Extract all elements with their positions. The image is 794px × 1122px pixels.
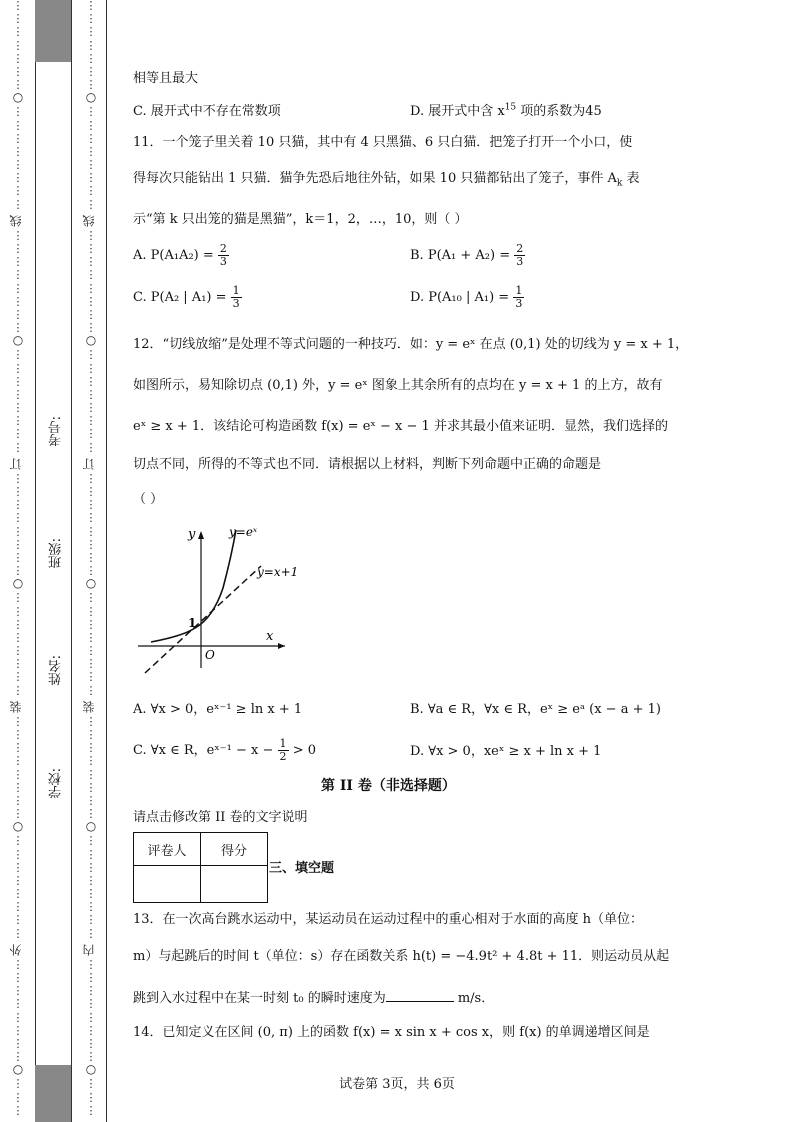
dot-mark: ⋮ [85,728,97,741]
gray-block-top [35,0,71,62]
dot-mark: ⋮ [12,1036,24,1050]
fraction [513,285,524,310]
dot-mark: ⋮ [85,361,97,375]
dot-mark: ⋮ [12,118,24,132]
dot-mark: ⋮ [12,971,24,984]
dot-mark: ⋮ [12,1023,24,1037]
dot-mark: ⋮ [85,971,97,984]
dot-mark: ⋮ [12,197,24,211]
dot-mark: ⋮ [85,51,97,65]
dot-mark: ⋮ [12,683,24,697]
fraction-numerator: 1 [279,737,287,750]
q10-option-d-text: D. 展开式中含 x [410,104,505,119]
q11-option-c-text: C. P(A₂ | A₁) = [133,290,227,305]
dot-mark: ⋮ [85,670,97,684]
score-cell-grader[interactable] [134,866,201,903]
score-header-grader: 评卷人 [134,833,201,866]
q12-line-3: eˣ ≥ x + 1．该结论可构造函数 f(x) = eˣ − x − 1 并求其最小值来证明．显然，我们选择的 [133,419,668,434]
fraction-denominator: 3 [515,297,523,310]
q12-line-4: 切点不同，所得的不等式也不同．请根据以上材料，判断下列命题中正确的命题是 [133,457,602,472]
dot-mark: ⋮ [85,471,97,485]
dot-mark: ⋮ [12,255,24,269]
dot-mark: ⋮ [12,617,24,631]
dot-mark: ⋮ [12,12,24,26]
dot-mark: ⋮ [12,537,24,551]
dot-mark: ⋮ [12,414,24,428]
dot-mark: ⋮ [12,321,24,335]
dot-mark: ⋮ [85,860,97,874]
dot-mark: ⋮ [85,374,97,388]
dot-mark: ⋮ [12,728,24,741]
dot-mark: ⋮ [85,754,97,768]
score-header-points: 得分 [201,833,268,866]
dot-mark: ⋮ [85,321,97,335]
dot-mark: ⋮ [85,550,97,564]
page-footer: 试卷第 3页，共 6页 [339,1077,455,1092]
score-cell-points[interactable] [201,866,268,903]
dot-mark: ⋮ [12,767,24,781]
q11-line-2-text: 得每次只能钻出 1 只猫．猫争先恐后地往外钻，如果 10 只猫都钻出了笼子，事件 A [133,171,617,186]
q12-option-d: D. ∀x > 0，xeˣ ≥ x + ln x + 1 [410,744,602,759]
fraction-denominator: 3 [232,297,240,310]
dot-mark: ⋮ [12,741,24,755]
dot-mark: ⋮ [85,997,97,1011]
dot-mark: ⋮ [12,131,24,145]
q13-line-3 [133,987,494,1006]
dot-mark: ⋮ [85,64,97,78]
q10-option-c: C. 展开式中不存在常数项 [133,104,281,119]
dot-mark: ⋮ [12,754,24,768]
dot-mark: ⋮ [85,0,97,12]
dot-mark: ⋮ [12,644,24,658]
section-3-title: 三、填空题 [269,861,335,876]
dot-mark: ⋮ [12,1103,24,1117]
circle-mark: ○ [85,333,97,348]
q11-line-2-sub: k [616,178,623,189]
dot-mark: ⋮ [12,670,24,684]
binding-label: 外 [9,943,23,956]
dot-mark: ⋮ [12,242,24,255]
dot-mark: ⋮ [85,242,97,255]
exam-number-label: 考号: [49,416,64,447]
dot-mark: ⋮ [85,887,97,901]
dot-mark: ⋮ [85,1077,97,1091]
q11-option-b-text: B. P(A₁ + A₂) = [410,248,511,263]
q14-line-1: 14．已知定义在区间 (0, π) 上的函数 f(x) = x sin x + cos x，则 f(x) 的单调递增区间是 [133,1025,650,1040]
dot-mark: ⋮ [12,630,24,644]
dot-mark: ⋮ [85,741,97,755]
circle-mark: ○ [12,90,24,105]
graph-origin-label: O [205,648,215,662]
dot-mark: ⋮ [85,1010,97,1024]
dot-mark: ⋮ [85,644,97,658]
dot-mark: ⋮ [12,604,24,618]
dot-mark: ⋮ [12,374,24,388]
dot-mark: ⋮ [12,524,24,538]
dot-mark: ⋮ [12,957,24,971]
score-table [133,832,268,903]
circle-mark: ○ [12,1062,24,1077]
dot-mark: ⋮ [85,228,97,242]
dot-mark: ⋮ [85,12,97,26]
margin-rule [106,0,107,1122]
dot-mark: ⋮ [85,105,97,119]
fraction [231,285,242,310]
dot-mark: ⋮ [85,387,97,401]
x-arrow-icon [278,643,285,649]
dot-mark: ⋮ [85,427,97,441]
q10-option-d-sup: 15 [504,102,517,113]
dot-mark: ⋮ [85,834,97,848]
dot-mark: ⋮ [85,498,97,512]
dot-mark: ⋮ [12,657,24,671]
dot-mark: ⋮ [12,440,24,454]
dot-mark: ⋮ [85,957,97,971]
q11-option-b [410,243,525,268]
dot-mark: ⋮ [85,440,97,454]
dot-mark: ⋮ [85,617,97,631]
dot-mark: ⋮ [85,780,97,794]
dot-mark: ⋮ [85,1023,97,1037]
dot-mark: ⋮ [12,78,24,92]
dot-mark: ⋮ [12,307,24,321]
graph-one-label: 1 [188,616,197,630]
dot-mark: ⋮ [12,268,24,282]
dot-mark: ⋮ [85,984,97,998]
q13-line-1: 13．在一次高台跳水运动中，某运动员在运动过程中的重心相对于水面的高度 h（单位： [133,912,644,927]
fraction-numerator: 2 [516,242,524,255]
dot-mark: ⋮ [85,158,97,172]
dot-mark: ⋮ [12,913,24,927]
dot-mark: ⋮ [85,591,97,605]
dot-mark: ⋮ [85,767,97,781]
dot-mark: ⋮ [85,401,97,415]
circle-mark: ○ [85,819,97,834]
q11-option-a-text: A. P(A₁A₂) = [133,248,214,263]
fraction-numerator: 1 [232,284,240,297]
dot-mark: ⋮ [12,834,24,848]
dot-mark: ⋮ [12,984,24,998]
q10-option-d [410,100,602,119]
binding-label: 内 [82,943,96,956]
tangent-graph [133,518,299,678]
q13-line-3-text: 跳到入水过程中在某一时刻 t₀ 的瞬时速度为 [133,991,386,1006]
dot-mark: ⋮ [85,184,97,198]
dot-mark: ⋮ [12,564,24,578]
binding-label: 订 [82,457,96,470]
dot-mark: ⋮ [12,997,24,1011]
dot-mark: ⋮ [85,485,97,498]
dot-mark: ⋮ [85,847,97,861]
dot-mark: ⋮ [85,268,97,282]
fraction-numerator: 2 [219,242,227,255]
dot-mark: ⋮ [12,361,24,375]
q13-line-3-unit: m/s． [453,991,495,1006]
dot-mark: ⋮ [12,144,24,158]
circle-mark: ○ [12,576,24,591]
q13-line-2: m）与起跳后的时间 t（单位：s）存在函数关系 h(t) = −4.9t² + 4.8t + 11．则运动员从起 [133,949,670,964]
dot-mark: ⋮ [85,564,97,578]
fraction-denominator: 2 [279,750,287,763]
fraction [278,738,289,763]
dot-mark: ⋮ [12,847,24,861]
dot-mark: ⋮ [85,1036,97,1050]
binding-label: 装 [9,700,23,713]
margin-rule [35,0,36,1122]
dot-mark: ⋮ [85,807,97,821]
circle-mark: ○ [85,1062,97,1077]
dot-mark: ⋮ [85,255,97,269]
dot-mark: ⋮ [85,511,97,525]
dot-mark: ⋮ [12,591,24,605]
dot-mark: ⋮ [12,887,24,901]
dot-mark: ⋮ [12,1090,24,1104]
dot-mark: ⋮ [85,118,97,132]
dot-mark: ⋮ [12,158,24,172]
y-arrow-icon [198,531,204,539]
q12-line-5: （ ） [133,492,164,507]
binding-label: 线 [82,214,96,227]
class-label: 班级: [49,538,64,569]
q10-option-tail: 相等且最大 [133,71,199,86]
dot-mark: ⋮ [12,860,24,874]
dot-mark: ⋮ [12,51,24,65]
binding-label: 装 [82,700,96,713]
q11-option-d-text: D. P(A₁₀ | A₁) = [410,290,510,305]
dot-mark: ⋮ [12,401,24,415]
dot-mark: ⋮ [85,144,97,158]
dot-mark: ⋮ [12,550,24,564]
q11-line-2-tail: 表 [622,171,640,186]
dot-mark: ⋮ [12,228,24,242]
dot-mark: ⋮ [85,537,97,551]
dot-mark: ⋮ [85,38,97,52]
dot-mark: ⋮ [85,926,97,940]
answer-blank[interactable] [386,989,454,1002]
dot-mark: ⋮ [85,604,97,618]
dot-mark: ⋮ [12,294,24,308]
fraction-denominator: 3 [219,255,227,268]
name-label: 姓名: [49,655,64,686]
dot-mark: ⋮ [12,900,24,914]
q11-line-2 [133,167,639,189]
q11-line-1: 11．一个笼子里关着 10 只猫，其中有 4 只黑猫、6 只白猫．把笼子打开一个小口，使 [133,135,633,150]
dot-mark: ⋮ [12,793,24,807]
dot-mark: ⋮ [85,873,97,887]
dot-mark: ⋮ [12,873,24,887]
dot-mark: ⋮ [85,197,97,211]
dot-mark: ⋮ [85,78,97,92]
dot-mark: ⋮ [85,714,97,728]
dot-mark: ⋮ [12,281,24,295]
dot-mark: ⋮ [12,1010,24,1024]
graph-curve-label: y=eˣ [229,525,258,539]
school-label: 学校: [49,768,64,799]
section-2-title: 第 II 卷（非选择题） [321,778,456,794]
q11-option-d [410,285,524,310]
q10-option-d-tail: 项的系数为45 [516,104,602,119]
dot-mark: ⋮ [85,281,97,295]
q12-line-2: 如图所示，易知除切点 (0,1) 外，y = eˣ 图象上其余所有的点均在 y = x + 1 的上方，故有 [133,378,663,393]
graph-line-label: y=x+1 [257,565,299,579]
q12-option-c [133,738,316,763]
dot-mark: ⋮ [85,900,97,914]
dot-mark: ⋮ [12,25,24,39]
dot-mark: ⋮ [12,780,24,794]
fraction [514,243,525,268]
dot-mark: ⋮ [12,511,24,525]
dot-mark: ⋮ [12,38,24,52]
dot-mark: ⋮ [85,1090,97,1104]
dot-mark: ⋮ [85,630,97,644]
dot-mark: ⋮ [85,524,97,538]
dot-mark: ⋮ [85,913,97,927]
q12-line-1: 12．“切线放缩”是处理不等式问题的一种技巧．如：y = eˣ 在点 (0,1) 处的切线为 y = x + 1， [133,337,689,352]
dot-mark: ⋮ [85,414,97,428]
tangent-line [145,566,261,673]
q11-line-3: 示“第 k 只出笼的猫是黑猫”，k＝1，2，…，10，则（ ） [133,212,468,227]
circle-mark: ○ [85,576,97,591]
dot-mark: ⋮ [85,294,97,308]
dot-mark: ⋮ [85,131,97,145]
dot-mark: ⋮ [12,184,24,198]
dot-mark: ⋮ [85,307,97,321]
dot-mark: ⋮ [12,471,24,485]
dot-mark: ⋮ [85,793,97,807]
q12-option-b: B. ∀a ∈ R，∀x ∈ R，eˣ ≥ eᵃ (x − a + 1) [410,702,661,717]
q12-option-c-text: C. ∀x ∈ R，eˣ⁻¹ − x − [133,743,274,758]
dot-mark: ⋮ [12,926,24,940]
graph-x-label: x [266,629,274,644]
binding-label: 线 [9,214,23,227]
dot-mark: ⋮ [12,0,24,12]
dot-mark: ⋮ [12,105,24,119]
dot-mark: ⋮ [12,1077,24,1091]
dot-mark: ⋮ [12,64,24,78]
graph-y-label: y [188,527,196,542]
dot-mark: ⋮ [85,1103,97,1117]
dot-mark: ⋮ [12,807,24,821]
fraction-numerator: 1 [515,284,523,297]
circle-mark: ○ [12,333,24,348]
dot-mark: ⋮ [12,498,24,512]
dot-mark: ⋮ [85,171,97,185]
dot-mark: ⋮ [85,25,97,39]
fraction [218,243,229,268]
circle-mark: ○ [12,819,24,834]
section-2-note: 请点击修改第 II 卷的文字说明 [133,810,308,825]
q11-option-c [133,285,242,310]
dot-mark: ⋮ [12,485,24,498]
fraction-denominator: 3 [516,255,524,268]
q11-option-a [133,243,229,268]
dot-mark: ⋮ [85,348,97,362]
dot-mark: ⋮ [12,427,24,441]
dot-mark: ⋮ [12,387,24,401]
dot-mark: ⋮ [85,683,97,697]
dot-mark: ⋮ [85,657,97,671]
binding-label: 订 [9,457,23,470]
circle-mark: ○ [85,90,97,105]
q12-option-c-tail: > 0 [292,743,316,758]
dot-mark: ⋮ [85,1050,97,1064]
binding-margin [0,0,108,1122]
dot-mark: ⋮ [12,714,24,728]
outer-dotted-line [11,0,25,1118]
dot-mark: ⋮ [12,171,24,185]
inner-dotted-line [84,0,98,1118]
dot-mark: ⋮ [12,1050,24,1064]
margin-rule [71,0,72,1122]
dot-mark: ⋮ [12,348,24,362]
q12-option-a: A. ∀x > 0，eˣ⁻¹ ≥ ln x + 1 [133,702,303,717]
